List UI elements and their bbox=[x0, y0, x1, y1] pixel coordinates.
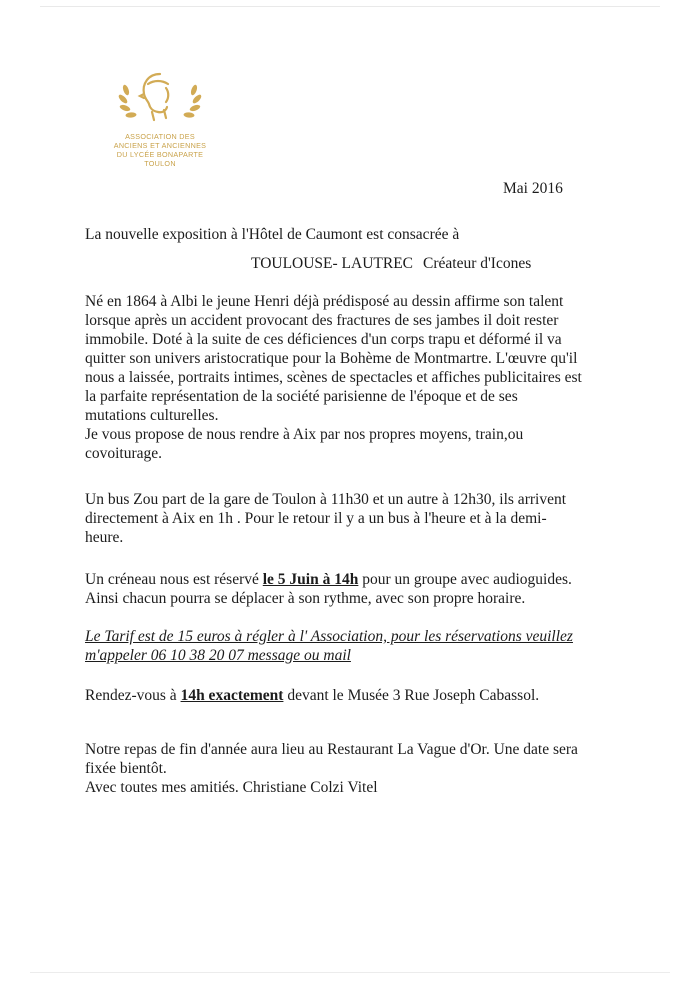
reservation-date: le 5 Juin à 14h bbox=[262, 571, 359, 588]
meeting-time: 14h exactement bbox=[180, 687, 284, 704]
laurel-profile-emblem-icon bbox=[114, 68, 206, 130]
text-line: m'appeler 06 10 38 20 07 message ou mail bbox=[85, 647, 351, 664]
logo-caption-line: TOULON bbox=[144, 159, 176, 168]
text-line: mutations culturelles. bbox=[85, 407, 219, 424]
text-line bbox=[85, 570, 572, 589]
logo-caption-line: DU LYCÉE BONAPARTE bbox=[116, 150, 204, 159]
text-line: lorsque après un accident provocant des fractures de ses jambes il doit rester bbox=[85, 312, 559, 329]
text-line: Notre repas de fin d'année aura lieu au Restaurant La Vague d'Or. Une date sera bbox=[85, 741, 578, 758]
text-line: immobile. Doté à la suite de ces déficiences d'un corps trapu et déformé il va bbox=[85, 331, 562, 348]
closing-paragraph bbox=[85, 740, 578, 797]
text-line: Avec toutes mes amitiés. Christiane Colzi Vitel bbox=[85, 779, 378, 796]
intro-paragraph: La nouvelle exposition à l'Hôtel de Caumont est consacrée à bbox=[85, 226, 460, 243]
text-line: Ainsi chacun pourra se déplacer à son rythme, avec son propre horaire. bbox=[85, 590, 526, 607]
meeting-text: devant le Musée 3 Rue Joseph Cabassol. bbox=[283, 687, 540, 704]
text-line: la parfaite représentation de la société parisienne de l'époque et de ses bbox=[85, 388, 518, 405]
text-line: heure. bbox=[85, 529, 124, 546]
text-line: Je vous propose de nous rendre à Aix par nos propres moyens, train,ou bbox=[85, 426, 524, 443]
text-line: quitter son univers aristocratique pour la Bohème de Montmartre. L'œuvre qu'il bbox=[85, 350, 578, 367]
meeting-paragraph bbox=[85, 686, 539, 705]
scan-edge-top bbox=[40, 6, 660, 7]
reservation-text: pour un groupe avec audioguides. bbox=[358, 571, 572, 588]
exhibition-name: TOULOUSE- LAUTREC bbox=[251, 255, 414, 272]
exhibition-title bbox=[251, 255, 531, 273]
meeting-text: Rendez-vous à bbox=[85, 687, 181, 704]
logo-caption-line: ASSOCIATION DES bbox=[125, 132, 195, 141]
bus-paragraph bbox=[85, 490, 566, 547]
text-line: Le Tarif est de 15 euros à régler à l' Association, pour les réservations veuillez bbox=[85, 628, 573, 645]
text-line: covoiturage. bbox=[85, 445, 163, 462]
text-line: Né en 1864 à Albi le jeune Henri déjà prédisposé au dessin affirme son talent bbox=[85, 293, 564, 310]
reservation-text: Un créneau nous est réservé bbox=[85, 571, 263, 588]
text-line: Un bus Zou part de la gare de Toulon à 11h30 et un autre à 12h30, ils arrivent bbox=[85, 491, 567, 508]
tarif-paragraph bbox=[85, 627, 573, 665]
letter-date: Mai 2016 bbox=[503, 180, 563, 197]
text-line: directement à Aix en 1h . Pour le retour il y a un bus à l'heure et à la demi- bbox=[85, 510, 547, 527]
logo-caption bbox=[100, 132, 220, 168]
association-logo bbox=[100, 68, 220, 168]
exhibition-subtitle: Créateur d'Icones bbox=[423, 255, 532, 272]
text-line: nous a laissée, portraits intimes, scènes de spectacles et affiches publicitaires est bbox=[85, 369, 582, 386]
text-line: fixée bientôt. bbox=[85, 760, 167, 777]
logo-caption-line: ANCIENS ET ANCIENNES bbox=[113, 141, 207, 150]
reservation-paragraph bbox=[85, 570, 572, 608]
scan-edge-bottom bbox=[30, 972, 670, 973]
bio-paragraph bbox=[85, 292, 582, 463]
